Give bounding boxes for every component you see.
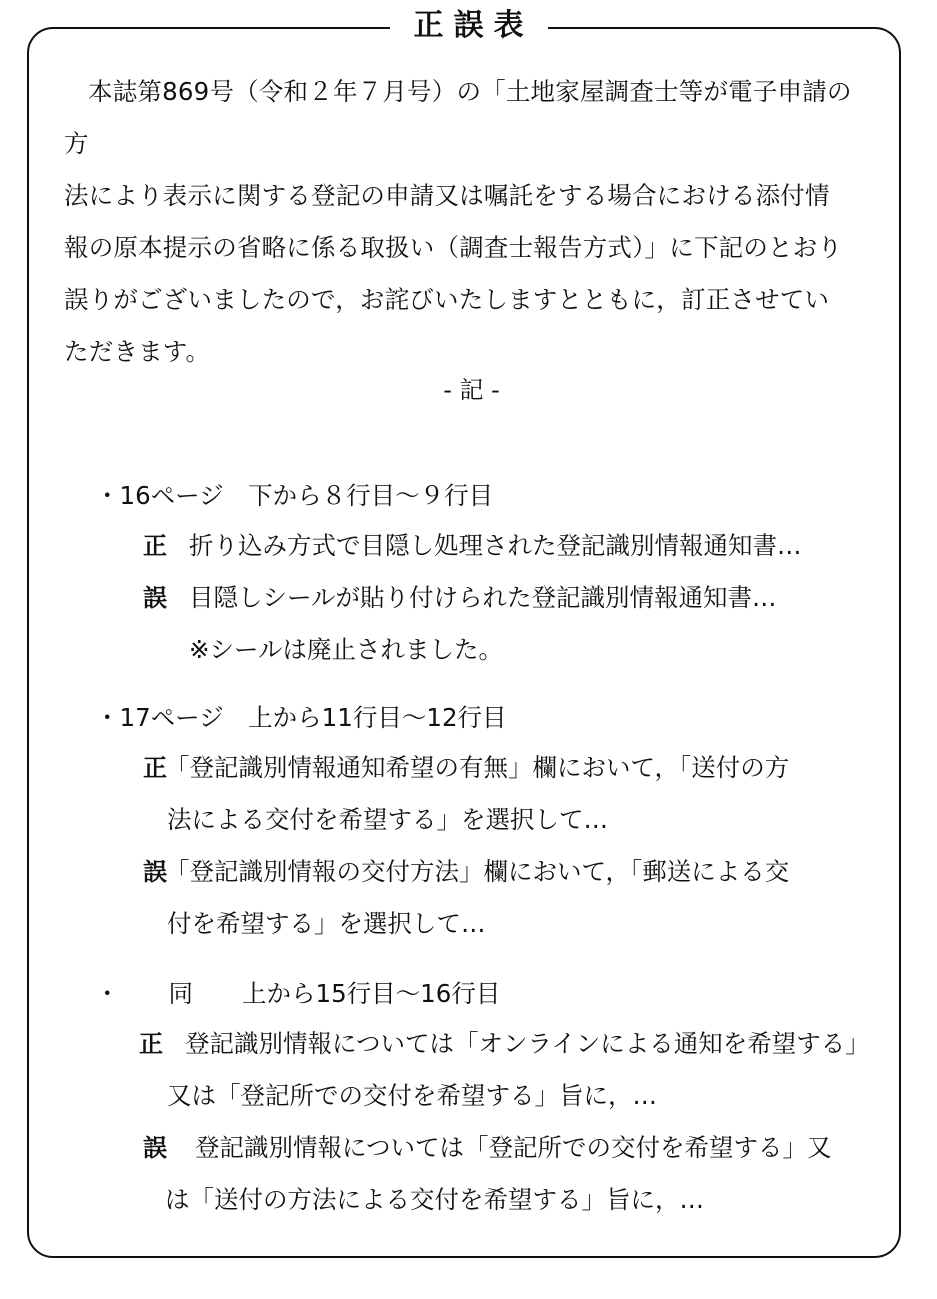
section-heading: ・17ページ 上から11行目～12行目	[95, 703, 507, 732]
entry-line: は「送付の方法による交付を希望する」旨に，…	[165, 1185, 704, 1214]
correct-entry	[95, 742, 885, 846]
entry-line: 目隠しシールが貼り付けられた登記識別情報通知書…	[189, 583, 777, 612]
entry-line: 付を希望する」を選択して…	[167, 909, 486, 938]
wrong-entry	[95, 846, 885, 950]
correct-entry	[95, 1018, 885, 1122]
wrong-mark: 誤	[143, 858, 167, 886]
correct-mark: 正	[143, 754, 167, 782]
section-heading: ・ 同 上から15行目～16行目	[95, 979, 501, 1008]
entry-line: 折り込み方式で目隠し処理された登記識別情報通知書…	[189, 531, 802, 560]
entry-line: 「登記識別情報の交付方法」欄において，「郵送による交	[165, 857, 790, 886]
intro-line: 本誌第869号（令和２年７月号）の「土地家屋調査士等が電子申請の方	[64, 77, 852, 158]
correction-section	[95, 472, 885, 676]
correct-mark: 正	[139, 1030, 163, 1058]
correct-mark: 正	[143, 532, 167, 560]
section-heading: ・16ページ 下から８行目～９行目	[95, 481, 494, 510]
intro-line: ただきます。	[64, 337, 211, 366]
entry-line: 法による交付を希望する」を選択して…	[167, 805, 608, 834]
entry-line: 登記識別情報については「登記所での交付を希望する」又	[195, 1133, 832, 1162]
correct-entry	[95, 520, 885, 572]
wrong-mark: 誤	[143, 584, 167, 612]
intro-line: 報の原本提示の省略に係る取扱い（調査士報告方式）」に下記のとおり	[64, 233, 843, 262]
wrong-mark: 誤	[143, 1134, 167, 1162]
entry-line: 登記識別情報については「オンラインによる通知を希望する」	[185, 1029, 870, 1058]
wrong-entry	[95, 572, 885, 676]
correction-section	[95, 970, 885, 1226]
entry-line: 又は「登記所での交付を希望する」旨に，…	[167, 1081, 657, 1110]
intro-paragraph	[64, 66, 864, 378]
ki-heading: - 記 -	[443, 376, 500, 404]
entry-note: ※シールは廃止されました。	[189, 635, 504, 664]
title-text: 正誤表	[390, 6, 548, 46]
intro-line: 法により表示に関する登記の申請又は嘱託をする場合における添付情	[64, 181, 830, 210]
intro-line: 誤りがございましたので，お詫びいたしますとともに，訂正させてい	[64, 285, 830, 314]
correction-section	[95, 694, 885, 950]
entry-line: 「登記識別情報通知希望の有無」欄において，「送付の方	[165, 753, 790, 782]
wrong-entry	[95, 1122, 885, 1226]
